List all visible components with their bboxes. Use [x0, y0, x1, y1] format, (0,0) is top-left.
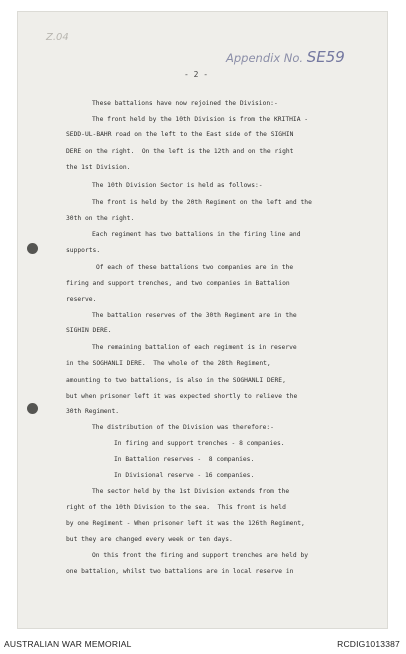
- text-line: The battalion reserves of the 30th Regiment are in the: [92, 312, 297, 319]
- footer-record-id: RCDIG1013387: [337, 639, 400, 649]
- text-line: In Battalion reserves - 8 companies.: [114, 456, 255, 463]
- text-line: but when prisoner left it was expected shortly to relieve the: [66, 393, 298, 400]
- text-line: supports.: [66, 247, 101, 254]
- text-line: The sector held by the 1st Division extends from the: [92, 488, 290, 495]
- reference-mark: Z.04: [46, 32, 69, 43]
- text-line: The distribution of the Division was therefore:-: [92, 424, 274, 431]
- text-line: Of each of these battalions two companies are in the: [96, 264, 294, 271]
- text-line: right of the 10th Division to the sea. This front is held: [66, 504, 286, 511]
- text-line: Each regiment has two battalions in the firing line and: [92, 231, 301, 238]
- text-line: reserve.: [66, 296, 97, 303]
- text-line: by one Regiment - When prisoner left it was the 126th Regiment,: [66, 520, 305, 527]
- appendix-annotation: [226, 48, 345, 66]
- text-line: one battalion, whilst two battalions are in local reserve in: [66, 568, 294, 575]
- footer-institution: AUSTRALIAN WAR MEMORIAL: [4, 639, 132, 649]
- text-line: SIGHIN DERE.: [66, 327, 112, 334]
- text-line: 30th Regiment.: [66, 408, 120, 415]
- text-line: The 10th Division Sector is held as follows:-: [92, 182, 263, 189]
- text-line: but they are changed every week or ten days.: [66, 536, 233, 543]
- appendix-label: Appendix No.: [226, 51, 304, 65]
- text-line: On this front the firing and support trenches are held by: [92, 552, 309, 559]
- text-line: The remaining battalion of each regiment is in reserve: [92, 344, 297, 351]
- page-number: - 2 -: [184, 70, 209, 79]
- text-line: The front held by the 10th Division is from the KRITHIA -: [92, 116, 309, 123]
- text-line: In firing and support trenches - 8 companies.: [114, 440, 285, 447]
- text-line: DERE on the right. On the left is the 12th and on the right: [66, 148, 294, 155]
- punch-hole-lower: [27, 403, 38, 414]
- text-line: SEDD-UL-BAHR road on the left to the East side of the SIGHIN: [66, 131, 294, 138]
- text-line: The front is held by the 20th Regiment on the left and the: [92, 199, 312, 206]
- appendix-code: SE59: [306, 48, 345, 66]
- text-line: 30th on the right.: [66, 215, 135, 222]
- text-line: amounting to two battalions, is also in the SOGHANLI DERE,: [66, 377, 286, 384]
- text-line: These battalions have now rejoined the Division:-: [92, 100, 278, 107]
- punch-hole-upper: [27, 243, 38, 254]
- text-line: in the SOGHANLI DERE. The whole of the 28th Regiment,: [66, 360, 271, 367]
- text-line: In Divisional reserve - 16 companies.: [114, 472, 255, 479]
- text-line: firing and support trenches, and two companies in Battalion: [66, 280, 290, 287]
- text-line: the 1st Division.: [66, 164, 131, 171]
